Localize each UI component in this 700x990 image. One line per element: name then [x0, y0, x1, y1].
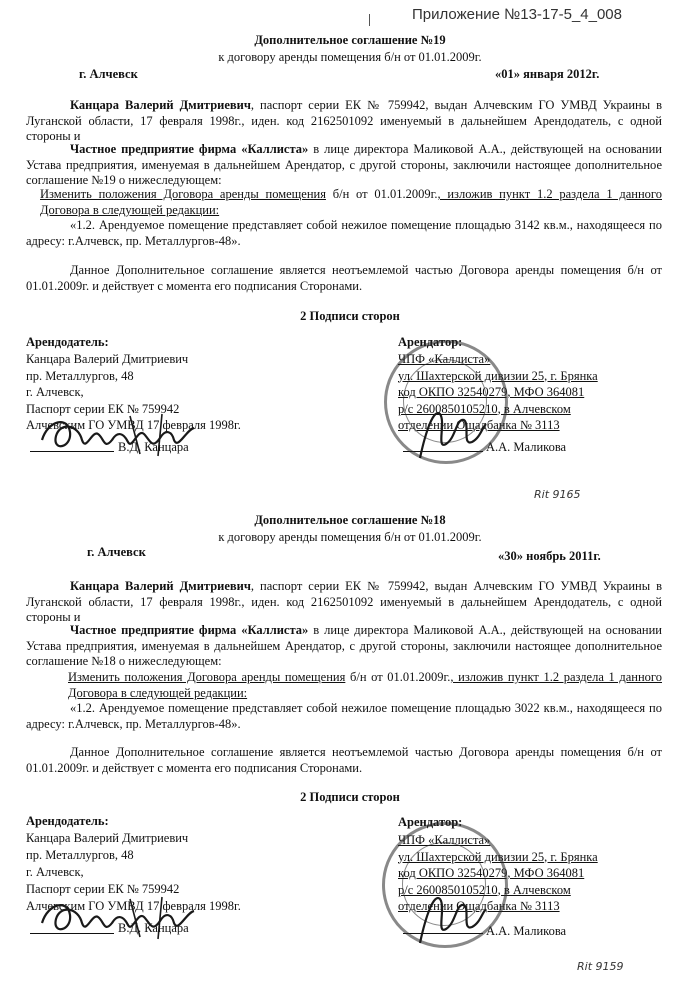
agreement-subtitle: к договору аренды помещения б/н от 01.01.2009г. — [218, 50, 482, 64]
clause-item: «1.2. Арендуемое помещение представляет собой нежилое помещение площадью 3022 кв.м., находящееся по адресу: г.Алчевск, пр. Металлургов-48». — [26, 701, 662, 731]
handwritten-note: Rit 9159 — [577, 960, 624, 973]
lessor-line: Паспорт серии ЕК № 759942 — [26, 401, 180, 416]
lessee-line: ЧПФ «Каллиста» — [398, 833, 491, 847]
lessor-line: пр. Металлургов, 48 — [26, 848, 134, 862]
lessor-sign-name: В.Д. Канцара — [118, 921, 189, 935]
lessee-sign-name: А.А. Маликова — [486, 440, 567, 454]
lessor-heading: Арендодатель: — [26, 335, 109, 349]
party1-paragraph — [26, 579, 662, 626]
agreement-title: Дополнительное соглашение №19 — [254, 33, 446, 47]
lessee-line: ул. Шахтерской дивизии 25, г. Брянка — [398, 368, 598, 383]
party2-text: в лице директора Маликовой А.А., действующей на основании Устава предприятия, именуемая в дальнейшем Арендатор, с другой стороны, заключили настоящее дополнительное соглашение №18 о нижеследующем: — [26, 623, 662, 668]
clause-mid: б/н от 01.01.2009г. — [345, 670, 451, 684]
agreement-date: «01» января 2012г. — [495, 67, 600, 81]
lessor-line: Канцара Валерий Дмитриевич — [26, 831, 189, 845]
party1-name: Канцара Валерий Дмитриевич — [70, 579, 251, 593]
signatures-heading: 2 Подписи сторон — [300, 309, 400, 323]
clause-mid: б/н от 01.01.2009г. — [325, 187, 438, 201]
agreement-date: «30» ноябрь 2011г. — [498, 549, 601, 563]
lessor-line: Алчевским ГО УМВД 17 февраля 1998г. — [26, 899, 241, 913]
handwritten-note: Rit 9165 — [534, 488, 581, 501]
agreement-city: г. Алчевск — [87, 545, 146, 559]
party1-text: , паспорт серии ЕК № 759942, выдан Алчевским ГО УМВД Украины в Луганской области, 17 февраля 1998г., иден. код 2162501092 именуемый в дальнейшем Арендодатель, с одной стороны и — [26, 579, 662, 624]
agreement-city: г. Алчевск — [79, 67, 138, 81]
lessee-signature — [412, 400, 492, 465]
lessee-heading: Арендатор: — [398, 815, 463, 829]
party2-paragraph — [26, 623, 662, 670]
agreement-subtitle: к договору аренды помещения б/н от 01.01.2009г. — [218, 530, 482, 544]
page-reference: Приложение №13-17-5_4_008 — [412, 6, 622, 23]
party2-name: Частное предприятие фирма «Каллиста» — [70, 142, 309, 156]
clause-paragraph — [26, 670, 662, 701]
lessor-line: г. Алчевск, — [26, 865, 84, 879]
clause-item: «1.2. Арендуемое помещение представляет собой нежилое помещение площадью 3142 кв.м., находящееся по адресу: г.Алчевск, пр. Металлургов-48». — [26, 218, 662, 248]
lessor-signature — [34, 410, 214, 460]
lessee-line: код ОКПО 32540279, МФО 364081 — [398, 385, 585, 399]
clause-underlined-2: , изложив пункт 1.2 раздела 1 данного Договора в следующей редакции: — [68, 670, 662, 700]
party1-text: , паспорт серии ЕК № 759942, выдан Алчевским ГО УМВД Украины в Луганской области, 17 февраля 1998г., иден. код 2162501092 именуемый в дальнейшем Арендодатель, с одной стороны и — [26, 98, 662, 143]
scan-mark — [369, 14, 370, 26]
lessee-line: р/с 2600850105210, в Алчевском — [398, 401, 571, 416]
agreement-title: Дополнительное соглашение №18 — [254, 513, 446, 527]
lessor-signature — [34, 893, 214, 943]
party2-paragraph — [26, 142, 662, 189]
party2-name: Частное предприятие фирма «Каллиста» — [70, 623, 309, 637]
lessee-line: ул. Шахтерской дивизии 25, г. Брянка — [398, 849, 598, 864]
lessee-line: ЧПФ «Каллиста» — [398, 352, 491, 366]
lessor-line: пр. Металлургов, 48 — [26, 368, 134, 383]
clause-underlined-2: , изложив пункт 1.2 раздела 1 данного Договора в следующей редакции: — [40, 187, 662, 217]
lessee-line: отделении Ощадбанка № 3113 — [398, 899, 560, 913]
clause-underlined-1: Изменить положения Договора аренды помещения — [68, 670, 346, 684]
lessor-line: г. Алчевск, — [26, 385, 84, 399]
lessee-heading: Арендатор: — [398, 335, 463, 349]
lessee-line: отделении Ощадбанка № 3113 — [398, 418, 560, 432]
lessor-line: Паспорт серии ЕК № 759942 — [26, 882, 180, 896]
lessee-sign-name: А.А. Маликова — [486, 924, 567, 938]
clause-paragraph — [26, 187, 662, 218]
party1-name: Канцара Валерий Дмитриевич — [70, 98, 251, 112]
lessor-sign-name: В.Д. Канцара — [118, 440, 189, 454]
lessor-line: Канцара Валерий Дмитриевич — [26, 352, 189, 366]
lessor-line: Алчевским ГО УМВД 17 февраля 1998г. — [26, 418, 241, 432]
lessee-line: р/с 2600850105210, в Алчевском — [398, 882, 571, 897]
party2-text: в лице директора Маликовой А.А., действующей на основании Устава предприятия, именуемая в дальнейшем Арендатор, с другой стороны, заключили настоящее дополнительное соглашение №19 о нижеследующем: — [26, 142, 662, 187]
closing-paragraph: Данное Дополнительное соглашение является неотъемлемой частью Договора аренды помещения б/н от 01.01.2009г. и действует с момента его подписания Сторонами. — [26, 745, 662, 775]
closing-paragraph: Данное Дополнительное соглашение является неотъемлемой частью Договора аренды помещения б/н от 01.01.2009г. и действует с момента его подписания Сторонами. — [26, 263, 662, 293]
lessee-signature — [412, 885, 492, 950]
signatures-heading: 2 Подписи сторон — [300, 790, 400, 804]
party1-paragraph — [26, 98, 662, 145]
clause-underlined-1: Изменить положения Договора аренды помещения — [40, 187, 326, 201]
lessor-heading: Арендодатель: — [26, 814, 109, 828]
lessee-line: код ОКПО 32540279, МФО 364081 — [398, 866, 585, 880]
